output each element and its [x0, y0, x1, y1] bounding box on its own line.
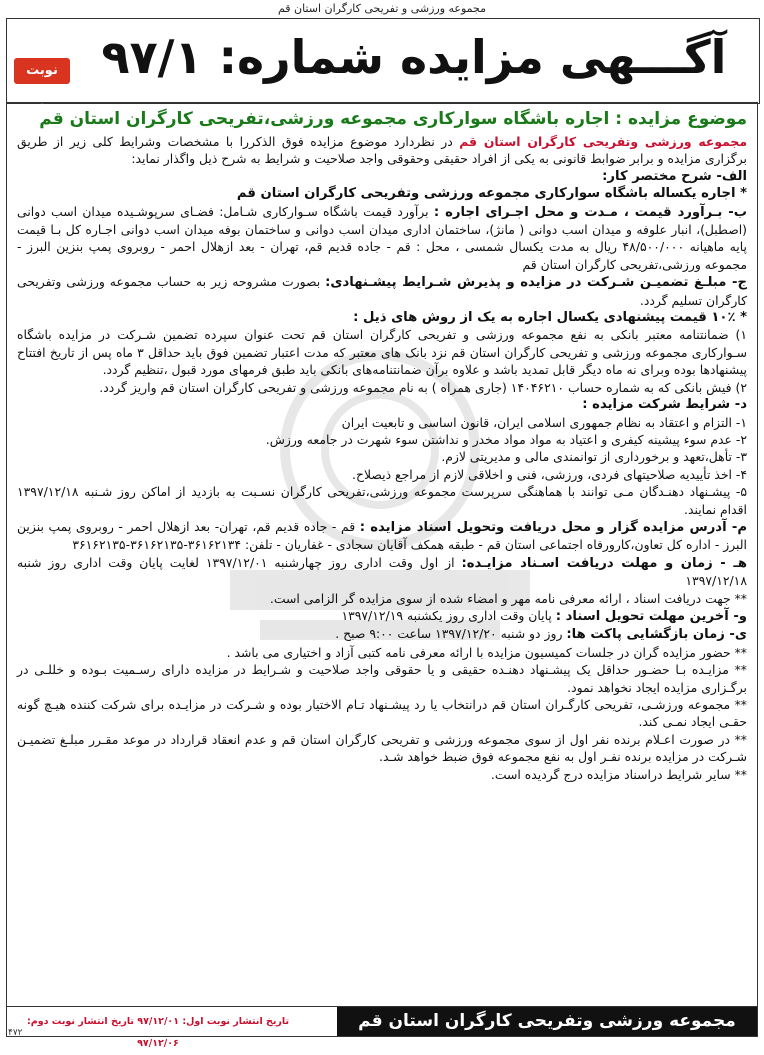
note-5: ** در صورت اعـلام برنده نفر اول از سوی مجموعه ورزشی و تفریحی کارگران استان قم و عدم انعقاد قرارداد در موعد مقـرر مبلـغ تضمیـن شـرکت در مزایده برنده نفـر اول به نفع مجموعه فوق ضبط خواهد شـد. — [17, 731, 747, 765]
guarantee-item-1: ۱) ضمانتنامه معتبر بانکی به نفع مجموعه ورزشی و تفریحی کارگران استان قم تحت عنوان سپرده تضمین شـرکت در مزایده باشگاه سـوارکاری مجموعه ورزشی و تفریحی کارگران استان قم نزد بانک های معتبر که مدت اعتبار تضمین فوق باید حداقل ۳ ماه پس از تاریخ افتتاح پیشنهادها بوده وبرای نه ماه دیگر قابل تمدید باشد و علاوه برآن ضمانتنامه‌های بانکی باید طبق فرمهای مورد قبول ،تنظیم گردد. — [17, 327, 747, 378]
note-2: ** حضور مزایده گران در جلسات کمیسیون مزایده با ارائه معرفی نامه کتبی آزاد و اختیاری می باشد . — [226, 644, 747, 660]
section-he-title: هـ - زمان و مهلت دریافت اسـناد مزایـده: — [461, 555, 748, 571]
section-dal-title: د- شرایط شرکت مزایده : — [582, 397, 747, 413]
section-ye-text: روز دو شنبه ۱۳۹۷/۱۲/۲۰ ساعت ۹:۰۰ صبح . — [335, 626, 567, 642]
ad-title: آگـــهی مزایده شماره: ۹۷/۱ — [101, 30, 727, 84]
section-alef-title: الف- شرح مختصر کار: — [602, 168, 747, 184]
condition-item-5: ۵- پیشـنهاد دهنـدگان مـی توانند با هماهنگی سرپرست مجموعه ورزشی،تفریحی کارگران نسـبت به بازدید از اماکن روز شـنبه ۱۳۹۷/۱۲/۱۸ اقدام نمایند. — [17, 484, 747, 517]
section-vav-text: پایان وقت اداری روز یکشنبه ۱۳۹۷/۱۲/۱۹ — [341, 607, 556, 623]
section-jim-text: بصورت مشروحه زیر به حساب مجموعه ورزشی وتفریحی کارگران تسلیم گردد. — [17, 274, 747, 308]
section-mim-title: م- آدرس مزایده گزار و محل دریافت وتحویل اسناد مزایده : — [359, 519, 747, 535]
section-alef-item: * اجاره یکساله باشگاه سوارکاری مجموعه ورزشی وتفریحی کارگران استان قم — [236, 186, 747, 202]
guarantee-item-2: ۲) فیش بانکی که به شماره حساب ۱۴۰۴۶۲۱۰ (جاری همراه ) به نام مجموعه ورزشی و تفریحی کارگران استان قم واریز گردد. — [99, 379, 747, 395]
section-be-text: برآورد قیمت باشگاه سـوارکاری شـامل: فضـای سرپوشـیده میدان اسب دوانی (اصطبل)، انبار علوفه و میدان اسب دوانی ( مانژ)، ساختمان اداری میدان اسب دوانی و ساختمان بوفه میدان اسب دوانی اجـاره کل بـا قیمت پایه ماهیانه ۴۸/۵۰۰/۰۰۰ ریال به مدت یکسال شمسی ، محل : قم - جاده قدیم قم، تهران - بعد ازهلال احمر - روبروی پمپ بنزین البرز - مجموعه ورزشی،تفریحی کارگران استان قم — [17, 203, 747, 272]
section-be-title: ب- بـرآورد قیمت ، مـدت و محل اجـرای اجاره : — [433, 204, 747, 220]
note-1: ** جهت دریافت اسناد ، ارائه معرفی نامه مهر و امضاء شده از سوی مزایده گر الزامی است. — [269, 590, 747, 606]
note-6: ** سایر شرایط دراسناد مزایده درج گردیده است. — [490, 766, 747, 782]
notice-badge: نوبت اول — [14, 58, 70, 84]
condition-item-3: ۳- تأهل،تعهد و برخورداری از توانمندی مالی و مدیریتی لازم. — [441, 449, 747, 465]
ad-body — [6, 102, 758, 1007]
section-vav — [17, 607, 747, 625]
footer-organization: مجموعه ورزشی وتفریحی کارگران استان قم — [337, 1007, 757, 1036]
section-he — [17, 554, 747, 590]
page-number: ۴۷۲ — [8, 1028, 23, 1038]
section-ye — [17, 625, 747, 643]
section-mim — [17, 518, 747, 554]
intro-org: مجموعه ورزشی وتفریحی کارگران استان قم — [459, 134, 747, 149]
section-he-text: از اول وقت اداری روز چهارشنبه ۱۳۹۷/۱۲/۰۱ لغایت پایان وقت اداری روز شنبه ۱۳۹۷/۱۲/۱۸ — [17, 554, 747, 589]
section-ye-title: ی- زمان بازگشایی پاکت ها: — [566, 627, 747, 643]
condition-item-2: ۲- عدم سوء پیشینه کیفری و اعتیاد به مواد مواد مخدر و نداشتن سوء شهرت در جامعه ورزش. — [265, 431, 747, 447]
section-be — [17, 203, 747, 274]
note-3: ** مزایـده بـا حضـور حداقل یک پیشـنهاد دهنـده حقیقی و یا حقوقی واجد صلاحیت و شـرایط در مزایده دارای رسـمیت بـوده و خللـی در برگـزاری مزایده ایجاد نخواهد نمود. — [17, 662, 747, 695]
auction-subject: موضوع مزایده : اجاره باشگاه سوارکاری مجموعه ورزشی،تفریحی کارگران استان قم — [39, 109, 747, 129]
ad-footer — [6, 1007, 758, 1049]
condition-item-1: ۱- التزام و اعتقاد به نظام جمهوری اسلامی ایران، قانون اساسی و تابعیت ایران — [341, 414, 747, 430]
guarantee-title: * ۱۰٪ قیمت پیشنهادی یکسال اجاره به یک از روش های ذیل : — [353, 310, 747, 326]
intro-paragraph — [17, 133, 747, 168]
note-4: ** مجموعه ورزشـی، تفریحی کارگـران استان قم درانتخاب یا رد پیشـنهاد تـام الاختیار بوده و شـرکت در مزایـده برای شرکت کننده هیـچ گونه حقـی ایجاد نمـی کند. — [17, 697, 747, 730]
intro-text: در نظردارد موضوع مزایده فوق الذکررا با مشخصات وشرایط کلی زیر از طریق برگزاری مزایده و برابر ضوابط قانونی به یکی از افراد حقیقی وحقوقی واجد صلاحیت و شرایط به شرح ذیل واگذار نماید: — [17, 134, 747, 167]
section-mim-text: قم - جاده قدیم قم، تهران- بعد ازهلال احمر - روبروی پمپ بنزین البرز - اداره کل تعاون،کارورفاه اجتماعی استان قم - طبقه همکف آقایان سجادی - غفاریان - تلفن: ۳۶۱۶۲۱۳۴-۳۶۱۶۲۱۳۵-۳۶۱۶۲۱۳۵ — [17, 518, 747, 553]
newspaper-top-strip: مجموعه ورزشی و تفریحی کارگران استان قم — [277, 2, 487, 15]
section-jim — [17, 273, 747, 309]
condition-item-4: ۴- اخذ تأییدیه صلاحیتهای فردی، ورزشی، فنی و اخلاقی لازم از مراجع ذیصلاح. — [352, 466, 747, 482]
section-jim-title: ج- مبلـغ تضمیـن شـرکت در مزایده و پذیرش شـرایط پیشـنهادی: — [325, 275, 747, 291]
publication-dates: تاریخ انتشار نوبت اول: ۹۷/۱۲/۰۱ تاریخ انتشار نوبت دوم: ۹۷/۱۲/۰۶ — [26, 1016, 290, 1049]
section-vav-title: و- آخرین مهلت تحویل اسناد : — [555, 608, 747, 624]
